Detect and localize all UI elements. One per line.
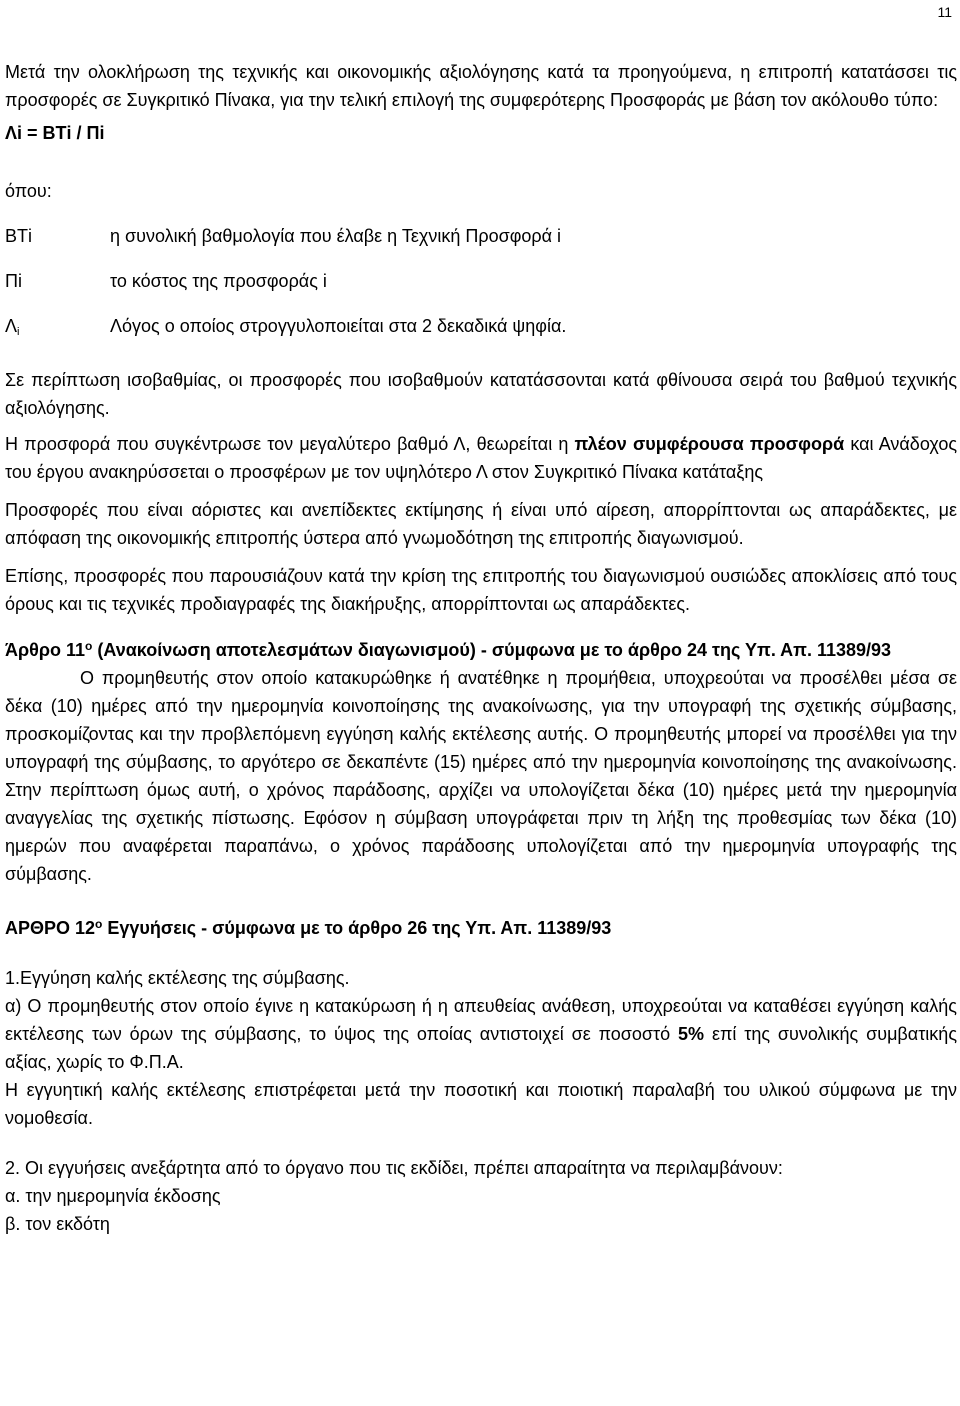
document-body [5,58,957,1238]
rejection-paragraph: Προσφορές που είναι αόριστες και ανεπίδεκτες εκτίμησης ή είναι υπό αίρεση, απορρίπτονται ως απαράδεκτες, με απόφαση της οικονομικής επιτροπής ύστερα από γνωμοδότηση της επιτροπής διαγωνισμού. [5,500,957,548]
best-offer-text-continued: και Ανάδοχος του έργου ανακηρύσσεται ο προσφέρων με τον υψηλότερο Λ στον Συγκριτικό Πίνακα κατάταξης [5,434,958,482]
definition-text: η συνολική βαθμολογία που έλαβε η Τεχνική Προσφορά i [110,226,562,246]
article-12-ordinal: ο [95,917,103,931]
best-offer-emphasis: πλέον συμφέρουσα προσφορά [574,434,845,454]
guarantee-item-2a: α. την ημερομηνία έκδοσης [5,1186,221,1206]
article-11-number: Άρθρο 11 [5,640,86,660]
definition-term: Πi [5,271,22,291]
intro-paragraph: Μετά την ολοκλήρωση της τεχνικής και οικονομικής αξιολόγησης κατά τα προηγούμενα, η επιτροπή κατατάσσει τις προσφορές σε Συγκριτικό Πίνακα, για την τελική επιλογή της συμφερότερης Προσφοράς με βάση τον ακόλουθο τύπο: [5,62,957,110]
guarantee-item-1a-text: α) Ο προμηθευτής στον οποίο έγινε η κατακύρωση ή η απευθείας ανάθεση, υποχρεούται να καταθέσει εγγύηση καλής εκτέλεσης των όρων της σύμβασης, το ύψος της οποίας αντιστοιχεί σε ποσοστό [5,996,957,1044]
article-12-heading: Εγγυήσεις - σύμφωνα με το άρθρο 26 της Υπ. Απ. 11389/93 [102,918,612,938]
article-11-heading: (Ανακοίνωση αποτελεσμάτων διαγωνισμού) - σύμφωνα με το άρθρο 24 της Υπ. Απ. 11389/93 [92,640,892,660]
guarantee-item-2-heading: 2. Οι εγγυήσεις ανεξάρτητα από το όργανο που τις εκδίδει, πρέπει απαραίτητα να περιλαμβάνουν: [5,1158,783,1178]
page-number: 11 [937,4,952,20]
guarantee-item-2b: β. τον εκδότη [5,1214,110,1234]
article-12-number: ΑΡΘΡΟ 12 [5,918,96,938]
guarantee-return-paragraph: Η εγγυητική καλής εκτέλεσης επιστρέφεται μετά την ποσοτική και ποιοτική παραλαβή του υλικού σύμφωνα με την νομοθεσία. [5,1080,957,1128]
definition-term: ΒΤi [5,226,32,246]
where-label: όπου: [5,181,52,201]
definition-row [5,267,957,295]
guarantee-percentage: 5% [678,1024,705,1044]
best-offer-paragraph [5,430,957,486]
definition-row [5,312,957,346]
article-11-title [5,632,957,664]
guarantee-item-1a-text-continued: επί της συνολικής συμβατικής αξίας, χωρίς το Φ.Π.Α. [5,1024,957,1072]
definition-term [5,312,110,346]
definition-text: Λόγος ο οποίος στρογγυλοποιείται στα 2 δεκαδικά ψηφία. [110,316,567,336]
definition-text: το κόστος της προσφοράς i [110,271,327,291]
definition-row [5,222,957,250]
article-11-ordinal: ο [85,639,93,653]
article-12-title [5,910,957,942]
guarantee-item-1a [5,992,957,1076]
rejection-paragraph-2: Επίσης, προσφορές που παρουσιάζουν κατά την κρίση της επιτροπής του διαγωνισμού ουσιώδες αποκλίσεις από τους όρους και τις τεχνικές προδιαγραφές της διακήρυξης, απορρίπτονται ως απαράδεκτες. [5,566,957,614]
tie-rule-paragraph: Σε περίπτωση ισοβαθμίας, οι προσφορές που ισοβαθμούν κατατάσσονται κατά φθίνουσα σειρά του βαθμού τεχνικής αξιολόγησης. [5,370,957,418]
ranking-formula: Λi = ΒΤi / Πi [5,123,105,143]
definition-term-main: Λ [5,316,18,336]
definition-term-subscript: i [17,326,20,338]
article-11-body: Ο προμηθευτής στον οποίο κατακυρώθηκε ή ανατέθηκε η προμήθεια, υποχρεούται να προσέλθει μέσα σε δέκα (10) ημέρες από την ημερομηνία κοινοποίησης της ανακοίνωσης, για την υπογραφή της σχετικής σύμβασης, προσκομίζοντας και την προβλεπόμενη εγγύηση καλής εκτέλεσης αυτής. Ο προμηθευτής μπορεί να προσέλθει για την υπογραφή της σύμβασης, το αργότερο σε δεκαπέντε (15) ημέρες από την ημερομηνία κοινοποίησης της ανακοίνωσης. Στην περίπτωση όμως αυτή, ο χρόνος παράδοσης, αρχίζει να υπολογίζεται δέκα (10) ημέρες μετά την ημερομηνία αναγγελίας της σχετικής πίστωσης. Εφόσον η σύμβαση υπογράφεται πριν τη λήξη της προθεσμίας των δέκα (10) ημερών που αναφέρεται παραπάνω, ο χρόνος παράδοσης υπολογίζεται από την ημερομηνία υπογραφής της σύμβασης. [5,668,957,884]
best-offer-text: Η προσφορά που συγκέντρωσε τον μεγαλύτερο βαθμό Λ, θεωρείται η [5,434,575,454]
guarantee-item-1-heading: 1.Εγγύηση καλής εκτέλεσης της σύμβασης. [5,968,350,988]
